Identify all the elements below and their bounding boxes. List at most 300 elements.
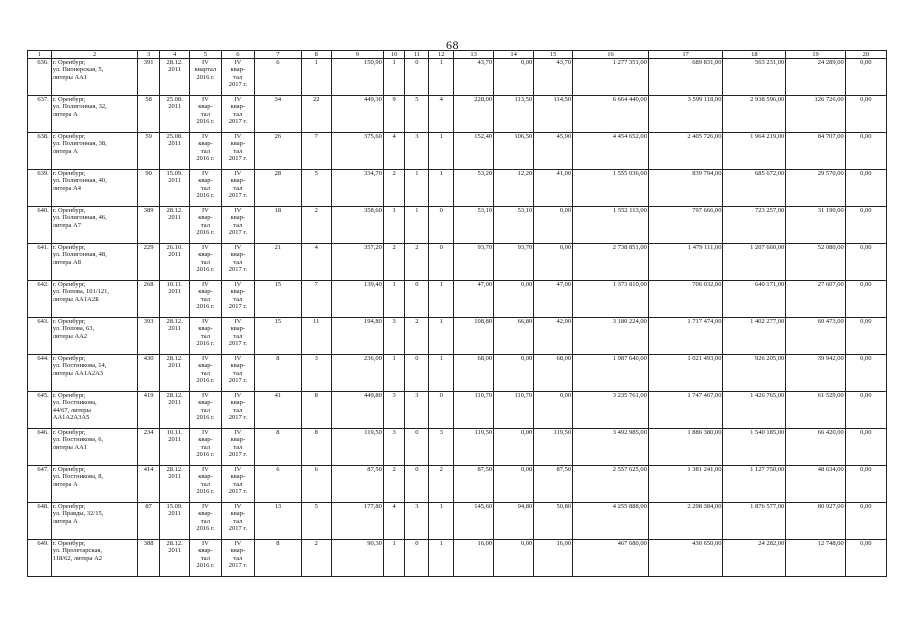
address-cell (51, 540, 138, 577)
cell-col-9: 358,60 (331, 207, 383, 244)
row-number-cell: 638. (28, 133, 52, 170)
cell-col-12: 4 (429, 96, 454, 133)
cell-line: тал (233, 369, 243, 377)
cell-col-8: 3 (301, 355, 331, 392)
cell-line: тал (200, 332, 210, 340)
cell-col-3: 90 (138, 170, 160, 207)
cell-col-8: 5 (301, 503, 331, 540)
cell-col-14: 110,70 (494, 392, 534, 429)
column-number-header-row (28, 51, 887, 59)
table-row (28, 540, 887, 577)
cell-col-3: 419 (138, 392, 160, 429)
cell-col-7: 8 (255, 429, 302, 466)
cell-col-14: 0,00 (494, 281, 534, 318)
cell-line: литера А (52, 517, 78, 525)
quarter-end-cell (221, 429, 255, 466)
column-number-14: 14 (494, 51, 534, 59)
cell-col-14: 0,00 (494, 355, 534, 392)
cell-line: 28.12. (166, 392, 183, 399)
cell-line: тал (200, 110, 210, 118)
register-table (27, 50, 887, 577)
date-cell (159, 429, 189, 466)
date-cell (159, 355, 189, 392)
cell-col-8: 6 (301, 466, 331, 503)
column-number-5: 5 (190, 51, 221, 59)
cell-col-16: 4 454 652,00 (573, 133, 649, 170)
cell-col-13: 43,70 (454, 59, 494, 96)
cell-line: г. Оренбург, (52, 318, 86, 325)
cell-line: IV (234, 59, 242, 66)
cell-col-17: 2 298 384,00 (648, 503, 723, 540)
cell-col-3: 59 (138, 133, 160, 170)
cell-line: 2016 г. (196, 118, 215, 126)
cell-col-15: 119,50 (534, 429, 573, 466)
table-body (28, 51, 887, 577)
cell-line: тал (233, 517, 243, 525)
cell-line: IV (202, 392, 209, 399)
cell-col-3: 389 (138, 207, 160, 244)
cell-line: г. Оренбург, (52, 540, 86, 547)
cell-line: тал (200, 406, 210, 414)
row-number-cell: 645. (28, 392, 52, 429)
cell-line: АА1А2А3А5 (52, 414, 90, 422)
cell-col-11: 0 (405, 429, 429, 466)
cell-col-16: 3 492 985,00 (573, 429, 649, 466)
cell-col-19: 29 570,00 (786, 170, 846, 207)
cell-line: 2011 (168, 251, 181, 259)
cell-col-19: 66 420,00 (786, 429, 846, 466)
cell-col-10: 1 (383, 540, 405, 577)
cell-col-13: 108,80 (454, 318, 494, 355)
row-number-cell: 643. (28, 318, 52, 355)
cell-line: квар- (230, 214, 246, 222)
cell-col-20: 0,00 (845, 429, 886, 466)
column-number-8: 8 (301, 51, 331, 59)
cell-line: тал (233, 443, 243, 451)
cell-line: тал (233, 221, 243, 229)
cell-line: 25.08. (166, 133, 183, 140)
address-cell (51, 503, 138, 540)
date-cell (159, 170, 189, 207)
cell-line: 118/62, литера А2 (52, 554, 103, 562)
cell-col-10: 3 (383, 392, 405, 429)
cell-col-19: 126 726,00 (786, 96, 846, 133)
cell-line: квар- (198, 103, 213, 111)
cell-line: 2016 г. (196, 229, 215, 237)
cell-line: IV (202, 429, 209, 436)
cell-line: квар- (230, 251, 246, 259)
cell-col-7: 34 (255, 96, 302, 133)
cell-line: 2011 (168, 177, 181, 185)
cell-col-10: 1 (383, 281, 405, 318)
cell-line: тал (200, 443, 210, 451)
cell-col-17: 1 381 241,00 (648, 466, 723, 503)
quarter-end-cell (221, 133, 255, 170)
cell-col-8: 7 (301, 133, 331, 170)
cell-line: 2016 г. (196, 155, 215, 163)
table-row (28, 96, 887, 133)
cell-line: квар- (230, 66, 246, 74)
cell-col-20: 0,00 (845, 392, 886, 429)
cell-col-18: 563 231,00 (723, 59, 786, 96)
cell-line: IV (202, 96, 209, 103)
cell-col-13: 119,50 (454, 429, 494, 466)
cell-line: тал (233, 147, 243, 155)
column-number-16: 16 (573, 51, 649, 59)
cell-col-15: 41,00 (534, 170, 573, 207)
cell-line: IV (202, 466, 209, 473)
row-number-cell: 639. (28, 170, 52, 207)
cell-line: квар- (230, 325, 246, 333)
cell-line: тал (233, 295, 243, 303)
cell-col-20: 0,00 (845, 503, 886, 540)
cell-col-15: 114,50 (534, 96, 573, 133)
cell-col-12: 1 (429, 170, 454, 207)
cell-col-20: 0,00 (845, 355, 886, 392)
cell-line: тал (233, 258, 243, 266)
cell-line: квар- (198, 473, 213, 481)
cell-line: тал (200, 258, 210, 266)
cell-col-8: 4 (301, 244, 331, 281)
cell-col-15: 68,00 (534, 355, 573, 392)
table-row (28, 392, 887, 429)
cell-line: 28.12. (166, 540, 183, 547)
cell-line: 25.08. (166, 96, 183, 103)
date-cell (159, 540, 189, 577)
address-cell (51, 133, 138, 170)
quarter-end-cell (221, 207, 255, 244)
cell-col-18: 24 282,00 (723, 540, 786, 577)
address-cell (51, 281, 138, 318)
cell-line: IV (234, 318, 242, 325)
quarter-end-cell (221, 318, 255, 355)
cell-line: тал (200, 480, 210, 488)
cell-line: тал (200, 295, 210, 303)
cell-col-16: 6 664 440,00 (573, 96, 649, 133)
cell-line: тал (200, 517, 210, 525)
cell-col-17: 1 747 467,00 (648, 392, 723, 429)
cell-col-16: 3 235 761,00 (573, 392, 649, 429)
cell-line: тал (200, 221, 210, 229)
cell-col-12: 1 (429, 59, 454, 96)
cell-line: ул. Попова, 101/121, (52, 288, 109, 296)
cell-col-20: 0,00 (845, 244, 886, 281)
quarter-start-cell (190, 392, 221, 429)
cell-col-10: 2 (383, 170, 405, 207)
cell-col-8: 22 (301, 96, 331, 133)
cell-col-20: 0,00 (845, 170, 886, 207)
cell-line: г. Оренбург, (52, 466, 86, 473)
column-number-9: 9 (331, 51, 383, 59)
quarter-end-cell (221, 466, 255, 503)
cell-col-9: 375,60 (331, 133, 383, 170)
row-number-cell: 648. (28, 503, 52, 540)
address-cell (51, 318, 138, 355)
quarter-start-cell (190, 503, 221, 540)
cell-line: литеры АА1А2Б (52, 295, 99, 303)
cell-col-3: 58 (138, 96, 160, 133)
cell-line: квар- (198, 547, 213, 555)
cell-line: тал (200, 147, 210, 155)
cell-col-7: 15 (255, 318, 302, 355)
cell-line: г. Оренбург, (52, 96, 86, 103)
cell-col-14: 94,80 (494, 503, 534, 540)
address-cell (51, 355, 138, 392)
cell-col-7: 6 (255, 466, 302, 503)
cell-line: квар- (230, 362, 246, 370)
cell-line: литера А7 (52, 221, 81, 229)
cell-line: ул. Полигонная, 46, (52, 214, 107, 222)
cell-col-18: 926 205,00 (723, 355, 786, 392)
cell-line: ул. Пионерская, 5, (52, 66, 104, 74)
address-cell (51, 429, 138, 466)
cell-line: ул. Пролетарская, (52, 547, 102, 555)
cell-line: 26.10. (166, 244, 183, 251)
date-cell (159, 503, 189, 540)
cell-col-7: 18 (255, 207, 302, 244)
cell-line: 28.12. (166, 466, 183, 473)
cell-col-14: 66,80 (494, 318, 534, 355)
cell-col-8: 8 (301, 429, 331, 466)
cell-col-7: 8 (255, 540, 302, 577)
cell-line: 2011 (168, 66, 181, 74)
cell-line: квар- (230, 399, 246, 407)
cell-line: 15.09. (166, 170, 183, 177)
cell-col-16: 1 373 810,00 (573, 281, 649, 318)
cell-col-15: 87,50 (534, 466, 573, 503)
cell-line: тал (233, 332, 243, 340)
cell-line: г. Оренбург, (52, 244, 86, 251)
cell-line: литера А4 (52, 184, 81, 192)
cell-col-11: 3 (405, 133, 429, 170)
cell-col-13: 145,60 (454, 503, 494, 540)
cell-line: 10.11. (166, 429, 183, 436)
cell-col-10: 2 (383, 466, 405, 503)
cell-col-7: 41 (255, 392, 302, 429)
cell-col-20: 0,00 (845, 466, 886, 503)
cell-line: 44/67, литеры (52, 406, 91, 414)
cell-col-17: 3 599 118,00 (648, 96, 723, 133)
cell-line: 2017 г. (228, 340, 247, 348)
cell-col-13: 110,70 (454, 392, 494, 429)
cell-col-11: 0 (405, 281, 429, 318)
cell-col-9: 449,80 (331, 392, 383, 429)
cell-col-20: 0,00 (845, 133, 886, 170)
cell-col-19: 52 080,00 (786, 244, 846, 281)
cell-line: литеры АА1А2А3 (52, 369, 104, 377)
cell-col-10: 4 (383, 503, 405, 540)
cell-col-18: 1 402 277,00 (723, 318, 786, 355)
cell-line: квар- (230, 140, 246, 148)
cell-col-12: 1 (429, 355, 454, 392)
quarter-start-cell (190, 244, 221, 281)
cell-col-19: 80 927,00 (786, 503, 846, 540)
cell-col-13: 53,10 (454, 207, 494, 244)
cell-line: квар- (198, 140, 213, 148)
cell-col-17: 1 886 380,00 (648, 429, 723, 466)
cell-line: IV (202, 355, 209, 362)
cell-line: тал (233, 184, 243, 192)
cell-col-10: 2 (383, 244, 405, 281)
cell-col-13: 93,70 (454, 244, 494, 281)
cell-line: ул. Полигонная, 32, (52, 103, 107, 111)
cell-line: 2011 (168, 436, 181, 444)
cell-col-11: 1 (405, 170, 429, 207)
quarter-end-cell (221, 540, 255, 577)
cell-col-17: 797 666,00 (648, 207, 723, 244)
table-row (28, 429, 887, 466)
cell-line: IV (234, 503, 242, 510)
cell-col-16: 1 552 113,00 (573, 207, 649, 244)
date-cell (159, 244, 189, 281)
cell-line: квар- (198, 436, 213, 444)
cell-line: квар- (230, 510, 246, 518)
address-cell (51, 96, 138, 133)
cell-col-9: 334,70 (331, 170, 383, 207)
cell-line: 2017 г. (228, 488, 247, 496)
cell-col-8: 2 (301, 540, 331, 577)
cell-line: 2017 г. (228, 451, 247, 459)
cell-line: 2011 (168, 547, 181, 555)
cell-col-12: 1 (429, 281, 454, 318)
cell-col-8: 2 (301, 207, 331, 244)
quarter-end-cell (221, 59, 255, 96)
cell-line: 2017 г. (228, 414, 247, 422)
quarter-start-cell (190, 466, 221, 503)
cell-line: квар- (198, 510, 213, 518)
cell-line: литера А (52, 110, 78, 118)
cell-line: 2017 г. (228, 229, 247, 237)
cell-line: IV (202, 540, 209, 547)
cell-col-10: 1 (383, 355, 405, 392)
cell-col-19: 39 942,00 (786, 355, 846, 392)
cell-line: ул. Попова, 63, (52, 325, 95, 333)
cell-col-9: 150,90 (331, 59, 383, 96)
cell-line: 2011 (168, 510, 181, 518)
table-row (28, 281, 887, 318)
cell-line: 2016 г. (196, 525, 215, 533)
cell-line: ул. Постникова, (52, 399, 97, 407)
row-number-cell: 642. (28, 281, 52, 318)
cell-col-11: 1 (405, 207, 429, 244)
cell-line: 10.11. (166, 281, 183, 288)
table-row (28, 207, 887, 244)
cell-line: 2016 г. (196, 488, 215, 496)
cell-col-19: 84 707,00 (786, 133, 846, 170)
cell-line: IV (202, 207, 209, 214)
quarter-end-cell (221, 96, 255, 133)
cell-line: квар- (198, 362, 213, 370)
cell-line: IV (234, 392, 242, 399)
cell-line: квар- (198, 251, 213, 259)
cell-col-10: 1 (383, 59, 405, 96)
cell-line: тал (233, 480, 243, 488)
cell-col-9: 87,50 (331, 466, 383, 503)
cell-col-7: 6 (255, 59, 302, 96)
cell-line: 2016 г. (196, 266, 215, 274)
cell-line: тал (200, 369, 210, 377)
cell-line: 2017 г. (228, 525, 247, 533)
cell-col-14: 53,10 (494, 207, 534, 244)
cell-col-12: 1 (429, 318, 454, 355)
cell-col-18: 640 171,00 (723, 281, 786, 318)
cell-col-14: 93,70 (494, 244, 534, 281)
cell-col-16: 2 738 851,00 (573, 244, 649, 281)
cell-col-9: 194,80 (331, 318, 383, 355)
cell-line: г. Оренбург, (52, 355, 86, 362)
cell-col-10: 1 (383, 207, 405, 244)
row-number-cell: 636. (28, 59, 52, 96)
cell-line: 2016 г. (196, 414, 215, 422)
cell-line: IV (202, 503, 209, 510)
cell-line: IV (202, 318, 209, 325)
cell-col-10: 3 (383, 318, 405, 355)
cell-line: тал (233, 110, 243, 118)
cell-line: 2017 г. (228, 118, 247, 126)
cell-line: г. Оренбург, (52, 170, 86, 177)
cell-line: квар- (198, 288, 213, 296)
cell-col-18: 1 207 660,00 (723, 244, 786, 281)
cell-line: г. Оренбург, (52, 429, 86, 436)
cell-col-19: 61 529,00 (786, 392, 846, 429)
cell-line: IV (234, 170, 242, 177)
table-row (28, 133, 887, 170)
cell-col-15: 16,00 (534, 540, 573, 577)
cell-line: квар- (230, 177, 246, 185)
cell-col-14: 113,50 (494, 96, 534, 133)
cell-line: 2011 (168, 399, 181, 407)
cell-line: IV (202, 281, 209, 288)
quarter-start-cell (190, 318, 221, 355)
cell-line: IV (202, 59, 209, 66)
cell-col-14: 0,00 (494, 59, 534, 96)
cell-line: 2016 г. (196, 192, 215, 200)
quarter-start-cell (190, 59, 221, 96)
cell-line: литеры АА1 (52, 73, 88, 81)
cell-line: 28.12. (166, 355, 183, 362)
cell-col-13: 87,50 (454, 466, 494, 503)
cell-col-19: 48 634,00 (786, 466, 846, 503)
cell-line: тал (200, 554, 210, 562)
column-number-12: 12 (429, 51, 454, 59)
cell-col-8: 5 (301, 170, 331, 207)
cell-line: 2016 г. (196, 562, 215, 570)
cell-col-16: 1 277 351,00 (573, 59, 649, 96)
cell-line: IV (234, 244, 242, 251)
quarter-start-cell (190, 96, 221, 133)
cell-line: 2016 г. (196, 451, 215, 459)
column-number-17: 17 (648, 51, 723, 59)
cell-line: 15.09. (166, 503, 183, 510)
cell-col-11: 3 (405, 503, 429, 540)
cell-col-18: 1 426 765,00 (723, 392, 786, 429)
cell-line: 2016 г. (196, 377, 215, 385)
cell-col-11: 5 (405, 96, 429, 133)
cell-col-17: 2 405 726,00 (648, 133, 723, 170)
cell-line: квар- (198, 399, 213, 407)
quarter-start-cell (190, 355, 221, 392)
table-row (28, 318, 887, 355)
column-number-6: 6 (221, 51, 255, 59)
cell-line: тал (233, 406, 243, 414)
cell-line: ул. Полигонная, 38, (52, 140, 107, 148)
cell-line: г. Оренбург, (52, 503, 86, 510)
cell-col-7: 13 (255, 503, 302, 540)
cell-line: литера А (52, 147, 78, 155)
cell-col-3: 268 (138, 281, 160, 318)
date-cell (159, 207, 189, 244)
cell-col-9: 177,80 (331, 503, 383, 540)
